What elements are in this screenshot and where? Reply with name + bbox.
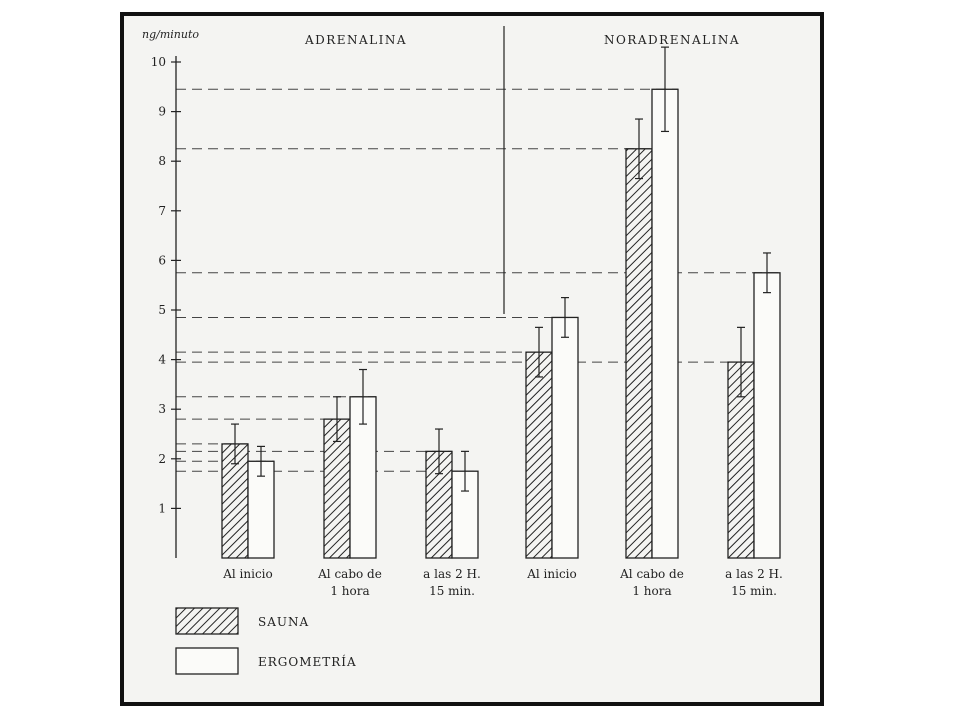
y-tick-label: 10 (150, 55, 166, 69)
y-tick-label: 3 (158, 402, 166, 417)
category-label: Al inicio (223, 567, 273, 581)
legend-swatch-ergometria (176, 648, 238, 674)
legend-label: SAUNA (258, 615, 310, 629)
panel-title: NORADRENALINA (604, 33, 740, 47)
bar-sauna (626, 149, 652, 558)
chart-figure (120, 12, 824, 706)
category-label: 15 min. (731, 584, 777, 598)
legend-swatch-sauna (176, 608, 238, 634)
reference-lines (176, 89, 780, 471)
category-label: Al inicio (527, 567, 577, 581)
y-tick-label: 8 (158, 154, 166, 169)
bar-sauna (526, 352, 552, 558)
y-axis-unit-label: ng/minuto (142, 28, 199, 41)
category-label: 1 hora (330, 584, 370, 598)
bar-ergometria (552, 317, 578, 558)
bar-ergometria (652, 89, 678, 558)
category-label: Al cabo de (620, 567, 684, 581)
category-labels (222, 567, 783, 598)
bar-ergometria (754, 273, 780, 558)
category-label: 15 min. (429, 584, 475, 598)
bars (222, 47, 780, 558)
panel-title: ADRENALINA (304, 33, 408, 47)
category-label: a las 2 H. (725, 567, 783, 581)
legend-label: ERGOMETRÍA (258, 655, 357, 669)
y-tick-label: 4 (158, 352, 166, 367)
y-tick-label: 6 (158, 253, 166, 268)
category-label: Al cabo de (318, 567, 382, 581)
y-tick-label: 7 (158, 203, 166, 218)
y-tick-label: 5 (158, 303, 166, 317)
category-label: a las 2 H. (423, 567, 481, 581)
y-tick-label: 2 (158, 451, 166, 466)
chart-canvas (124, 16, 820, 702)
y-tick-label: 1 (158, 501, 166, 516)
legend (176, 608, 357, 674)
category-label: 1 hora (632, 584, 672, 598)
y-tick-label: 9 (158, 104, 166, 119)
